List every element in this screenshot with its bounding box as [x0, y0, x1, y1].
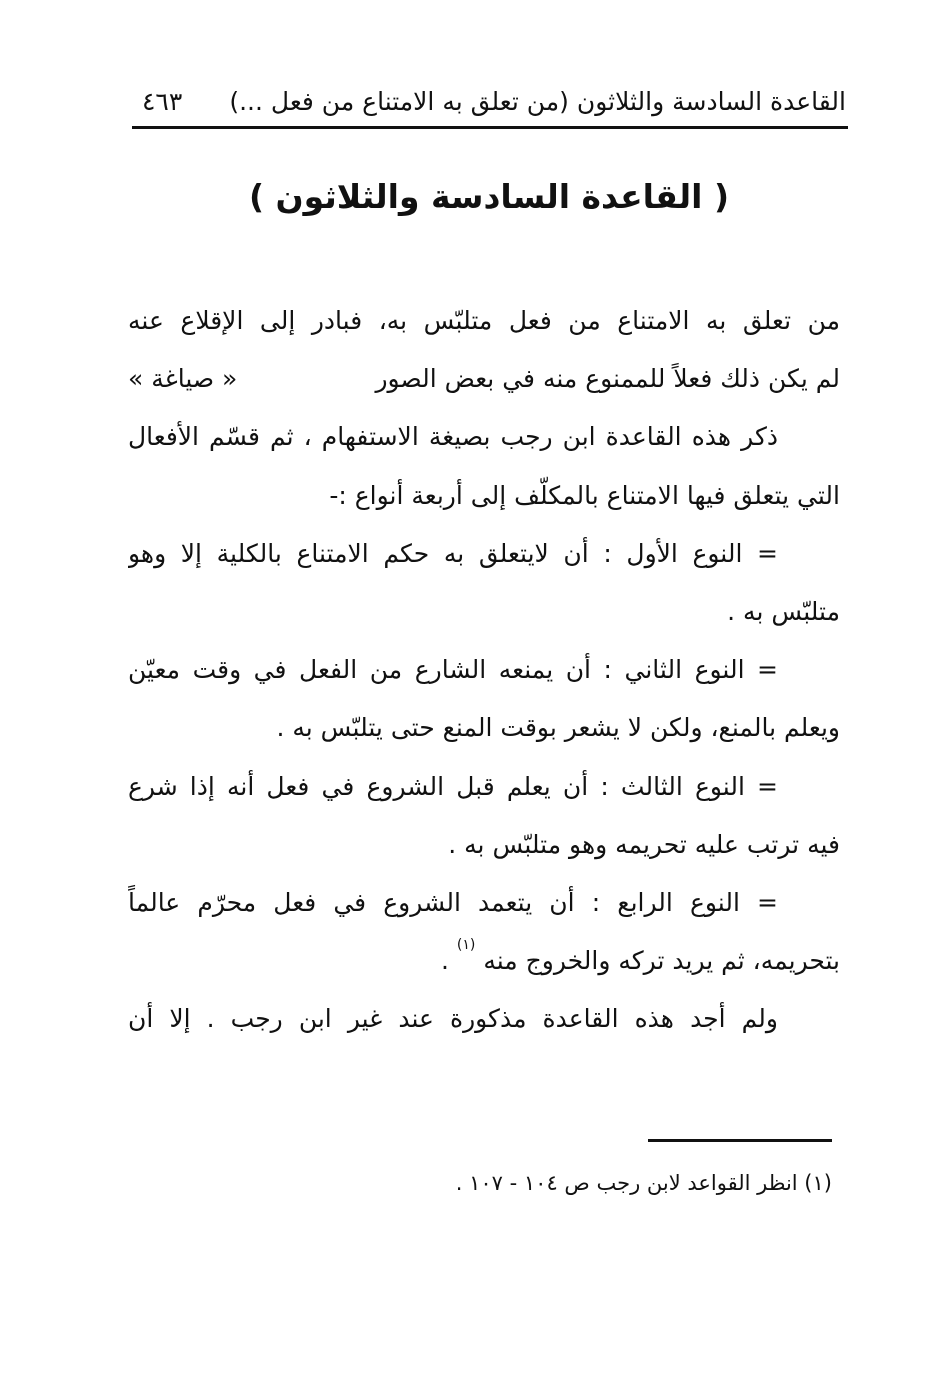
page-header — [132, 82, 846, 122]
paragraph-line: ويعلم بالمنع، ولكن لا يشعر بوقت المنع حتى يتلبّس به . — [276, 713, 840, 743]
paragraph-line: ولم أجد هذه القاعدة مذكورة عند غير ابن رجب . إلا أن — [128, 1004, 778, 1034]
rule-statement-text: لم يكن ذلك فعلاً للممنوع منه في بعض الصور — [375, 364, 840, 394]
period: . — [441, 946, 449, 976]
rule-statement-line-2 — [128, 350, 840, 408]
footnote-divider — [648, 1139, 832, 1142]
formulation-tag: « صياغة » — [128, 364, 238, 394]
type-one-line: = النوع الأول : أن لايتعلق به حكم الامتناع بالكلية إلا وهو — [128, 538, 778, 568]
footnote: (١) انظر القواعد لابن رجب ص ١٠٤ - ١٠٧ . — [455, 1171, 832, 1195]
header-divider — [132, 126, 848, 129]
body-text — [128, 292, 840, 1048]
running-title: القاعدة السادسة والثلاثون (من تعلق به الامتناع من فعل ...) — [229, 87, 846, 116]
paragraph-line: متلبّس به . — [727, 596, 840, 626]
paragraph-line: ذكر هذه القاعدة ابن رجب بصيغة الاستفهام ، ثم قسّم الأفعال — [128, 422, 778, 452]
paragraph-line-with-footnote — [128, 932, 840, 990]
page-number: ٤٦٣ — [142, 87, 183, 116]
type-three-line: = النوع الثالث : أن يعلم قبل الشروع في فعل أنه إذا شرع — [128, 771, 778, 801]
type-four-line: = النوع الرابع : أن يتعمد الشروع في فعل محرّم عالماً — [128, 887, 778, 917]
type-two-line: = النوع الثاني : أن يمنعه الشارع من الفعل في وقت معيّن — [128, 655, 778, 685]
paragraph-line: فيه ترتب عليه تحريمه وهو متلبّس به . — [448, 829, 840, 859]
paragraph-line: التي يتعلق فيها الامتناع بالمكلّف إلى أربعة أنواع :- — [329, 480, 840, 510]
paragraph-text: بتحريمه، ثم يريد تركه والخروج منه — [483, 946, 840, 976]
rule-statement-line-1: من تعلق به الامتناع من فعل متلبّس به، فبادر إلى الإقلاع عنه — [128, 306, 840, 335]
chapter-title: ( القاعدة السادسة والثلاثون ) — [248, 177, 730, 216]
footnote-marker[interactable]: (١) — [456, 937, 476, 954]
